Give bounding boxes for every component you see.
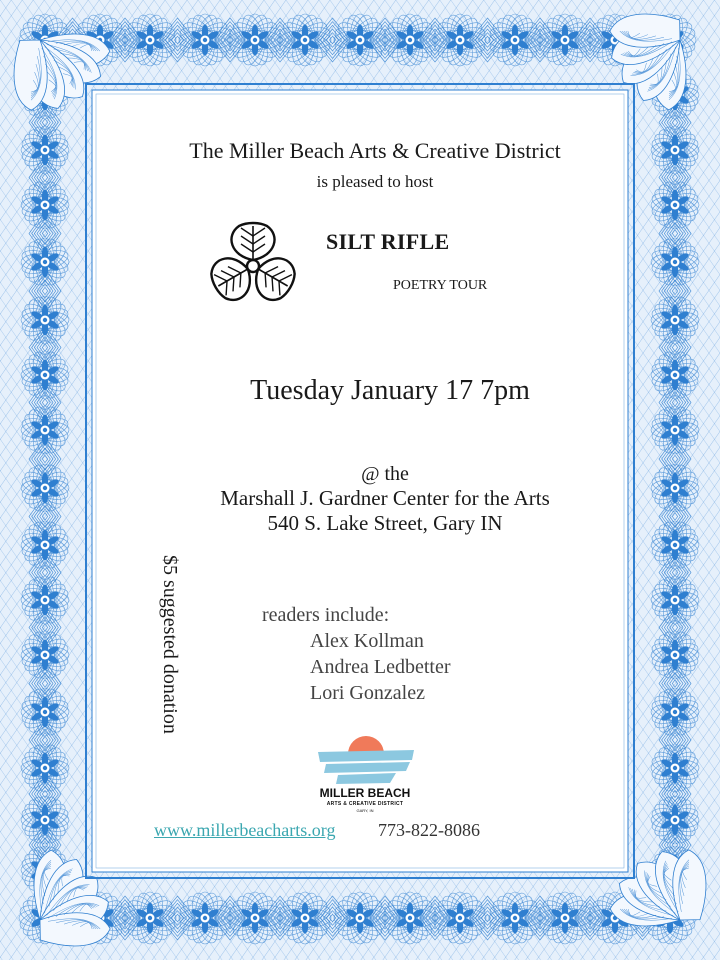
district-logo-mark xyxy=(314,728,418,786)
venue-prefix: @ the xyxy=(361,463,409,485)
event-title: SILT RIFLE xyxy=(326,229,450,254)
readers-heading: readers include: xyxy=(262,604,390,626)
host-line-1: The Miller Beach Arts & Creative District xyxy=(189,138,561,163)
venue-name: Marshall J. Gardner Center for the Arts xyxy=(220,486,550,510)
reader-name: Lori Gonzalez xyxy=(310,682,425,704)
event-subtitle: POETRY TOUR xyxy=(393,278,488,293)
reader-name: Alex Kollman xyxy=(310,630,424,652)
phone-number: 773-822-8086 xyxy=(378,820,480,840)
event-datetime: Tuesday January 17 7pm xyxy=(250,375,530,406)
host-line-2: is pleased to host xyxy=(316,172,434,191)
venue-address: 540 S. Lake Street, Gary IN xyxy=(267,511,503,535)
logo-subtitle: ARTS & CREATIVE DISTRICT xyxy=(326,801,404,807)
logo-name: MILLER BEACH xyxy=(319,786,411,800)
reader-name: Andrea Ledbetter xyxy=(310,656,451,678)
website-link[interactable]: www.millerbeacharts.org xyxy=(154,820,336,840)
flower-icon xyxy=(207,220,299,312)
donation-note: $5 suggested donation xyxy=(159,555,181,734)
logo-location: GARY, IN xyxy=(356,808,374,813)
